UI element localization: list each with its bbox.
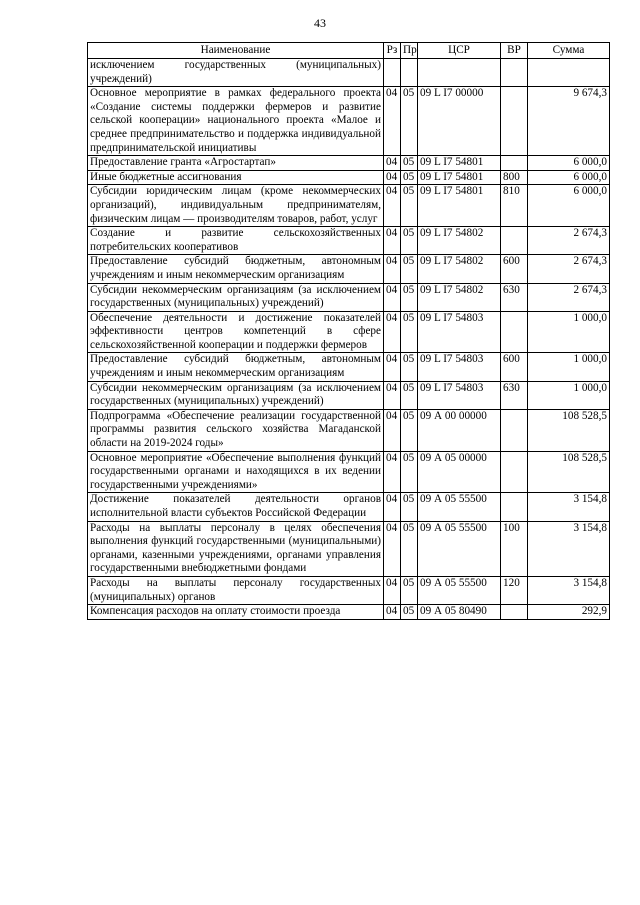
row-csr: 09 А 05 00000: [418, 451, 501, 493]
table-row: [88, 576, 610, 604]
row-csr: 09 L I7 54802: [418, 255, 501, 283]
row-pr: 05: [401, 521, 418, 576]
row-sum: 2 674,3: [528, 283, 610, 311]
row-name: Предоставление субсидий бюджетным, автономным учреждениям и иным некоммерческим организациям: [88, 353, 384, 381]
row-sum: 2 674,3: [528, 255, 610, 283]
row-csr: 09 L I7 00000: [418, 87, 501, 156]
row-sum: 108 528,5: [528, 409, 610, 451]
table-row: [88, 451, 610, 493]
row-rz: 04: [384, 283, 401, 311]
row-csr: 09 L I7 54803: [418, 311, 501, 353]
table-row: [88, 521, 610, 576]
row-vr: [501, 59, 528, 87]
row-sum: 3 154,8: [528, 576, 610, 604]
row-vr: [501, 227, 528, 255]
page-number: 43: [314, 16, 326, 30]
row-csr: 09 А 05 55500: [418, 576, 501, 604]
row-sum: 2 674,3: [528, 227, 610, 255]
row-name: Основное мероприятие в рамках федерального проекта «Создание системы поддержки фермеров и развитие сельской кооперации» национального проекта «Малое и среднее предпринимательство и поддержка индивидуальной предпринимательской инициативы: [88, 87, 384, 156]
row-vr: 600: [501, 255, 528, 283]
row-vr: 120: [501, 576, 528, 604]
row-name: Субсидии некоммерческим организациям (за исключением государственных (муниципальных) учреждений): [88, 381, 384, 409]
row-pr: 05: [401, 283, 418, 311]
row-csr: 09 А 05 80490: [418, 605, 501, 620]
row-vr: [501, 311, 528, 353]
row-pr: 05: [401, 185, 418, 227]
row-rz: 04: [384, 576, 401, 604]
row-sum: 6 000,0: [528, 185, 610, 227]
row-vr: [501, 451, 528, 493]
row-pr: 05: [401, 493, 418, 521]
row-sum: 6 000,0: [528, 170, 610, 185]
row-csr: [418, 59, 501, 87]
table-row: [88, 605, 610, 620]
header-sum: Сумма: [528, 43, 610, 59]
row-pr: 05: [401, 156, 418, 171]
row-name: Достижение показателей деятельности органов исполнительной власти субъектов Российской Федерации: [88, 493, 384, 521]
row-csr: 09 А 00 00000: [418, 409, 501, 451]
row-csr: 09 L I7 54801: [418, 156, 501, 171]
table-row: [88, 185, 610, 227]
row-sum: 3 154,8: [528, 493, 610, 521]
row-name: Подпрограмма «Обеспечение реализации государственной программы развития сельского хозяйства Магаданской области на 2019-2024 годы»: [88, 409, 384, 451]
row-vr: [501, 156, 528, 171]
row-rz: 04: [384, 381, 401, 409]
row-vr: 630: [501, 283, 528, 311]
table-row: [88, 227, 610, 255]
row-sum: 6 000,0: [528, 156, 610, 171]
row-pr: 05: [401, 381, 418, 409]
row-rz: 04: [384, 451, 401, 493]
row-rz: 04: [384, 311, 401, 353]
row-csr: 09 L I7 54802: [418, 283, 501, 311]
row-sum: 1 000,0: [528, 311, 610, 353]
row-csr: 09 А 05 55500: [418, 493, 501, 521]
row-csr: 09 L I7 54801: [418, 185, 501, 227]
table-row: [88, 381, 610, 409]
row-pr: 05: [401, 255, 418, 283]
header-name: Наименование: [88, 43, 384, 59]
row-rz: 04: [384, 409, 401, 451]
row-name: Иные бюджетные ассигнования: [88, 170, 384, 185]
header-csr: ЦСР: [418, 43, 501, 59]
row-pr: 05: [401, 605, 418, 620]
row-sum: [528, 59, 610, 87]
row-name: исключением государственных (муниципальных) учреждений): [88, 59, 384, 87]
row-csr: 09 L I7 54802: [418, 227, 501, 255]
table-row: [88, 311, 610, 353]
table-row: [88, 353, 610, 381]
row-vr: [501, 605, 528, 620]
table-row: [88, 283, 610, 311]
row-pr: 05: [401, 451, 418, 493]
table-row: [88, 170, 610, 185]
budget-table: [87, 42, 610, 620]
table-row: [88, 87, 610, 156]
row-vr: [501, 87, 528, 156]
row-pr: 05: [401, 227, 418, 255]
row-pr: 05: [401, 409, 418, 451]
row-name: Субсидии юридическим лицам (кроме некоммерческих организаций), индивидуальным предпринимателям, физическим лицам — производителям товаров, работ, услуг: [88, 185, 384, 227]
row-csr: 09 L I7 54803: [418, 353, 501, 381]
row-rz: 04: [384, 156, 401, 171]
row-name: Основное мероприятие «Обеспечение выполнения функций государственными органами и находящихся в их ведении государственными учреждениями»: [88, 451, 384, 493]
row-name: Расходы на выплаты персоналу в целях обеспечения выполнения функций государственными (муниципальными) органами, казенными учреждениями, органами управления государственными внебюджетными фондами: [88, 521, 384, 576]
row-pr: 05: [401, 576, 418, 604]
row-name: Предоставление субсидий бюджетным, автономным учреждениям и иным некоммерческим организациям: [88, 255, 384, 283]
row-rz: [384, 59, 401, 87]
row-name: Обеспечение деятельности и достижение показателей эффективности центров компетенций в сфере сельскохозяйственной кооперации и поддержки фермеров: [88, 311, 384, 353]
row-sum: 3 154,8: [528, 521, 610, 576]
row-vr: 800: [501, 170, 528, 185]
header-pr: Пр: [401, 43, 418, 59]
row-rz: 04: [384, 353, 401, 381]
row-rz: 04: [384, 170, 401, 185]
row-pr: 05: [401, 311, 418, 353]
row-rz: 04: [384, 87, 401, 156]
table-row: [88, 59, 610, 87]
row-rz: 04: [384, 605, 401, 620]
row-sum: 108 528,5: [528, 451, 610, 493]
row-sum: 1 000,0: [528, 381, 610, 409]
row-name: Расходы на выплаты персоналу государственных (муниципальных) органов: [88, 576, 384, 604]
row-pr: [401, 59, 418, 87]
row-rz: 04: [384, 185, 401, 227]
row-rz: 04: [384, 521, 401, 576]
row-vr: 100: [501, 521, 528, 576]
row-csr: 09 А 05 55500: [418, 521, 501, 576]
row-vr: [501, 493, 528, 521]
row-vr: [501, 409, 528, 451]
row-sum: 9 674,3: [528, 87, 610, 156]
table-row: [88, 409, 610, 451]
table-row: [88, 255, 610, 283]
row-vr: 630: [501, 381, 528, 409]
row-name: Компенсация расходов на оплату стоимости проезда: [88, 605, 384, 620]
row-pr: 05: [401, 170, 418, 185]
row-sum: 1 000,0: [528, 353, 610, 381]
row-rz: 04: [384, 227, 401, 255]
row-pr: 05: [401, 353, 418, 381]
row-vr: 600: [501, 353, 528, 381]
row-pr: 05: [401, 87, 418, 156]
row-csr: 09 L I7 54803: [418, 381, 501, 409]
row-rz: 04: [384, 255, 401, 283]
table-row: [88, 493, 610, 521]
row-name: Создание и развитие сельскохозяйственных потребительских кооперативов: [88, 227, 384, 255]
header-vr: ВР: [501, 43, 528, 59]
row-name: Субсидии некоммерческим организациям (за исключением государственных (муниципальных) учреждений): [88, 283, 384, 311]
header-rz: Рз: [384, 43, 401, 59]
row-rz: 04: [384, 493, 401, 521]
row-vr: 810: [501, 185, 528, 227]
table-row: [88, 156, 610, 171]
row-sum: 292,9: [528, 605, 610, 620]
table-header-row: [88, 43, 610, 59]
row-name: Предоставление гранта «Агростартап»: [88, 156, 384, 171]
row-csr: 09 L I7 54801: [418, 170, 501, 185]
